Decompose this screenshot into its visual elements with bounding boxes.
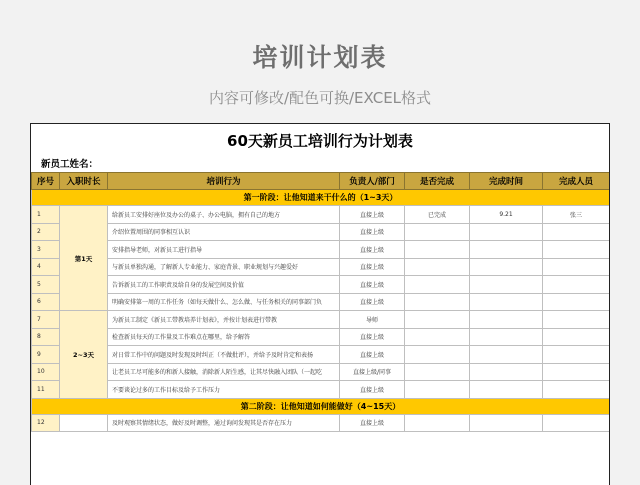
table-row [32, 346, 610, 364]
person-cell[interactable] [543, 328, 610, 346]
row-number-cell[interactable]: 12 [32, 414, 60, 432]
table-row [32, 363, 610, 381]
done-cell[interactable] [405, 311, 470, 329]
time-cell[interactable] [470, 363, 543, 381]
table-row [32, 241, 610, 259]
row-number-cell[interactable]: 6 [32, 293, 60, 311]
owner-cell[interactable]: 直接上级 [340, 414, 405, 432]
owner-cell[interactable]: 直接上级 [340, 328, 405, 346]
spreadsheet-preview [30, 123, 610, 485]
table-row [32, 223, 610, 241]
person-cell[interactable] [543, 381, 610, 399]
owner-cell[interactable]: 直接上级 [340, 241, 405, 259]
training-plan-table [31, 172, 610, 432]
task-cell[interactable]: 为新员工制定《新员工带教培养计划表》，并按计划表进行带教 [108, 311, 340, 329]
person-cell[interactable] [543, 311, 610, 329]
duration-cell[interactable] [60, 414, 108, 432]
person-cell[interactable] [543, 241, 610, 259]
done-cell[interactable] [405, 328, 470, 346]
row-number-cell[interactable]: 5 [32, 276, 60, 294]
owner-cell[interactable]: 直接上级 [340, 381, 405, 399]
page-title: 培训计划表 [252, 43, 388, 72]
person-cell[interactable] [543, 276, 610, 294]
done-cell[interactable] [405, 223, 470, 241]
person-cell[interactable] [543, 258, 610, 276]
done-cell[interactable] [405, 381, 470, 399]
table-row [32, 276, 610, 294]
task-cell[interactable]: 与新员单独沟通，了解新人专业能力、家庭背景、职业规划与兴趣爱好 [108, 258, 340, 276]
owner-cell[interactable]: 直接上级 [340, 346, 405, 364]
page-subtitle: 内容可修改/配色可换/EXCEL格式 [208, 89, 432, 107]
done-cell[interactable] [405, 293, 470, 311]
person-cell[interactable] [543, 363, 610, 381]
task-cell[interactable]: 介绍位置周围的同事相互认识 [108, 223, 340, 241]
owner-cell[interactable]: 直接上级/同事 [340, 363, 405, 381]
task-cell[interactable]: 及时观察其情绪状态，做好及时调整，通过询问发现其是否存在压力 [108, 414, 340, 432]
table-row [32, 381, 610, 399]
task-cell[interactable]: 明确安排第一周的工作任务（如每天做什么、怎么做、与任务相关的同事部门负 [108, 293, 340, 311]
time-cell[interactable] [470, 328, 543, 346]
owner-cell[interactable]: 直接上级 [340, 276, 405, 294]
time-cell[interactable] [470, 346, 543, 364]
row-number-cell[interactable]: 3 [32, 241, 60, 259]
table-row [32, 311, 610, 329]
task-cell[interactable]: 对日常工作中的问题及时发现及时纠正（不做批评），并给予及时肯定和表扬 [108, 346, 340, 364]
owner-cell[interactable]: 直接上级 [340, 293, 405, 311]
header-cell[interactable]: 入职时长 [60, 173, 108, 190]
person-cell[interactable] [543, 346, 610, 364]
row-number-cell[interactable]: 10 [32, 363, 60, 381]
done-cell[interactable]: 已完成 [405, 206, 470, 224]
owner-cell[interactable]: 直接上级 [340, 223, 405, 241]
task-cell[interactable]: 检查新员每天的工作量及工作难点在哪里，给予解答 [108, 328, 340, 346]
owner-cell[interactable]: 直接上级 [340, 206, 405, 224]
table-row [32, 258, 610, 276]
time-cell[interactable] [470, 293, 543, 311]
done-cell[interactable] [405, 258, 470, 276]
time-cell[interactable] [470, 311, 543, 329]
time-cell[interactable]: 9.21 [470, 206, 543, 224]
duration-cell[interactable]: 第1天 [60, 206, 108, 311]
owner-cell[interactable]: 直接上级 [340, 258, 405, 276]
time-cell[interactable] [470, 276, 543, 294]
task-cell[interactable]: 安排指导老师，对新员工进行指导 [108, 241, 340, 259]
task-cell[interactable]: 让老员工尽可能多的和新人接触，消除新人陌生感，让其尽快融入团队（一起吃 [108, 363, 340, 381]
done-cell[interactable] [405, 346, 470, 364]
phase-row [32, 398, 610, 414]
row-number-cell[interactable]: 2 [32, 223, 60, 241]
row-number-cell[interactable]: 1 [32, 206, 60, 224]
time-cell[interactable] [470, 381, 543, 399]
person-cell[interactable]: 张三 [543, 206, 610, 224]
row-number-cell[interactable]: 7 [32, 311, 60, 329]
done-cell[interactable] [405, 414, 470, 432]
header-cell[interactable]: 负责人/部门 [340, 173, 405, 190]
time-cell[interactable] [470, 414, 543, 432]
person-cell[interactable] [543, 414, 610, 432]
header-cell[interactable]: 序号 [32, 173, 60, 190]
done-cell[interactable] [405, 363, 470, 381]
header-cell[interactable]: 是否完成 [405, 173, 470, 190]
time-cell[interactable] [470, 223, 543, 241]
person-cell[interactable] [543, 293, 610, 311]
table-row [32, 293, 610, 311]
person-cell[interactable] [543, 223, 610, 241]
header-cell[interactable]: 培训行为 [108, 173, 340, 190]
table-row [32, 206, 610, 224]
duration-cell[interactable]: 2~3天 [60, 311, 108, 399]
phase-label[interactable]: 第一阶段：让他知道来干什么的（1~3天） [32, 190, 610, 206]
task-cell[interactable]: 不要谈论过多的工作目标及给予工作压力 [108, 381, 340, 399]
table-row [32, 328, 610, 346]
header-row [32, 173, 610, 190]
employee-name-label: 新员工姓名： [41, 159, 99, 170]
row-number-cell[interactable]: 9 [32, 346, 60, 364]
phase-label[interactable]: 第二阶段：让他知道如何能做好（4~15天） [32, 398, 610, 414]
row-number-cell[interactable]: 8 [32, 328, 60, 346]
header-cell[interactable]: 完成人员 [543, 173, 610, 190]
task-cell[interactable]: 给新员工安排好座位及办公的桌子、办公电脑，拥有自己的地方 [108, 206, 340, 224]
time-cell[interactable] [470, 258, 543, 276]
sheet-title: 60天新员工培训行为计划表 [227, 132, 413, 150]
done-cell[interactable] [405, 241, 470, 259]
header-cell[interactable]: 完成时间 [470, 173, 543, 190]
row-number-cell[interactable]: 4 [32, 258, 60, 276]
row-number-cell[interactable]: 11 [32, 381, 60, 399]
task-cell[interactable]: 告诉新员工的工作职责及给自身的发展空间及价值 [108, 276, 340, 294]
done-cell[interactable] [405, 276, 470, 294]
phase-row [32, 190, 610, 206]
table-row [32, 414, 610, 432]
owner-cell[interactable]: 导师 [340, 311, 405, 329]
time-cell[interactable] [470, 241, 543, 259]
